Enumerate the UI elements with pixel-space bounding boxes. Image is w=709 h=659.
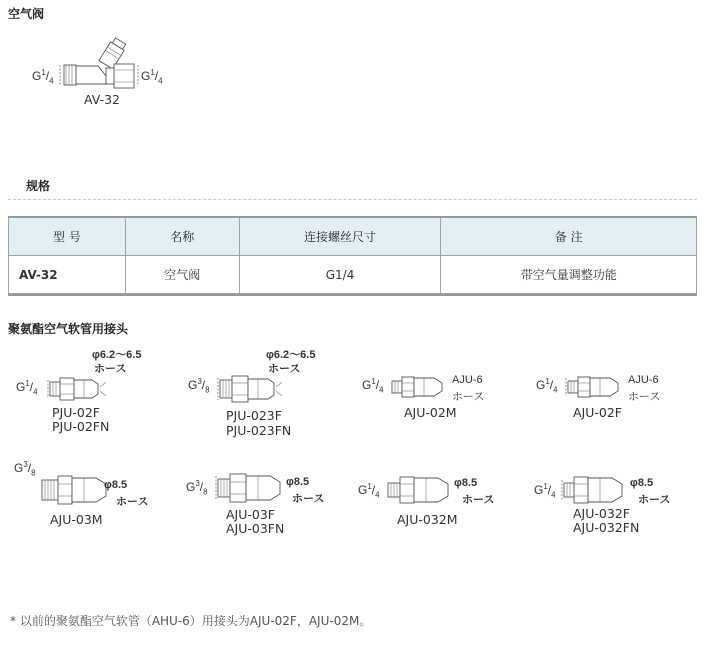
- model-label: PJU-023F: [226, 408, 282, 423]
- fitting-drawing: [560, 472, 636, 508]
- cell-model: AV-32: [9, 256, 126, 294]
- fitting-drawing: [564, 372, 628, 402]
- hose-size-label: AJU-6: [452, 374, 483, 386]
- model-label: PJU-023FN: [226, 423, 292, 438]
- hose-size-label: φ8.5: [286, 476, 310, 488]
- cell-thread-size: G1/4: [239, 256, 441, 294]
- header-model: 型 号: [9, 218, 126, 256]
- model-label: AJU-03F: [226, 507, 275, 522]
- model-label: AJU-03M: [50, 512, 103, 527]
- air-valve-drawing: [58, 40, 146, 90]
- thread-label: $G^1/_4$: [358, 482, 380, 500]
- cell-remarks: 带空气量调整功能: [441, 256, 697, 294]
- model-label: AJU-032M: [397, 512, 458, 527]
- table-row: [9, 256, 697, 294]
- header-remarks: 备 注: [441, 218, 697, 256]
- fitting-drawing: [214, 468, 294, 508]
- model-label: AJU-032F: [573, 506, 630, 521]
- spec-table: [8, 217, 697, 294]
- thread-label: $G^1/_4$: [534, 482, 556, 500]
- hose-label: ホース: [628, 391, 661, 403]
- fitting-drawing: [386, 472, 456, 508]
- hose-size-label: φ8.5: [630, 477, 654, 489]
- air-valve-section-title: 空气阀: [8, 7, 45, 21]
- fitting-drawing: [46, 374, 116, 404]
- air-valve-model: AV-32: [84, 92, 120, 107]
- model-label: PJU-02F: [52, 405, 100, 420]
- hose-size-label: φ8.5: [104, 479, 128, 491]
- hose-label: ホース: [292, 493, 325, 505]
- hose-label: ホース: [116, 496, 149, 508]
- spec-divider: [8, 199, 697, 200]
- model-label: AJU-02F: [573, 405, 622, 420]
- header-name: 名称: [125, 218, 239, 256]
- model-label: AJU-032FN: [573, 520, 640, 535]
- hose-label: ホース: [452, 391, 485, 403]
- model-label: AJU-02M: [404, 405, 457, 420]
- thread-label: $G^1/_4$: [16, 379, 38, 397]
- hose-label: ホース: [268, 363, 301, 375]
- model-label: AJU-03FN: [226, 521, 285, 536]
- spec-table-header-row: [9, 218, 697, 256]
- thread-label: $G^3/_8$: [14, 460, 36, 478]
- thread-label-left: $G^1/_4$: [32, 68, 54, 86]
- fitting-drawing: [216, 372, 292, 406]
- thread-label: $G^3/_8$: [186, 479, 208, 497]
- hose-label: ホース: [462, 494, 495, 506]
- pu-section-title: 聚氨酯空气软管用接头: [8, 322, 129, 336]
- thread-label: $G^3/_8$: [188, 377, 210, 395]
- thread-label-right: $G^1/_4$: [141, 68, 163, 86]
- fitting-drawing: [40, 472, 114, 508]
- spec-section-title: 规格: [26, 179, 51, 193]
- hose-size-label: φ6.2～6.5: [92, 349, 142, 361]
- hose-size-label: AJU-6: [628, 374, 659, 386]
- hose-size-label: φ6.2～6.5: [266, 349, 316, 361]
- cell-name: 空气阀: [125, 256, 239, 294]
- model-label: PJU-02FN: [52, 419, 110, 434]
- thread-label: $G^1/_4$: [536, 377, 558, 395]
- hose-label: ホース: [94, 363, 127, 375]
- footnote: * 以前的聚氨酯空气软管（AHU-6）用接头为AJU-02F，AJU-02M。: [10, 614, 372, 628]
- hose-size-label: φ8.5: [454, 477, 478, 489]
- header-thread-size: 连接螺丝尺寸: [239, 218, 441, 256]
- hose-label: ホース: [638, 494, 671, 506]
- fitting-drawing: [390, 372, 450, 402]
- thread-label: $G^1/_4$: [362, 377, 384, 395]
